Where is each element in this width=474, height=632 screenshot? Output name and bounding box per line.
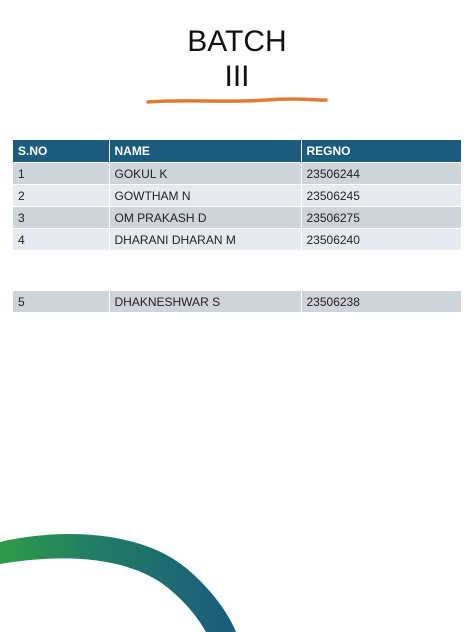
cell-regno: 23506245	[301, 185, 461, 207]
cell-sno: 2	[13, 185, 109, 207]
cell-name: DHARANI DHARAN M	[109, 229, 301, 251]
table-row	[13, 163, 461, 185]
students-table	[13, 140, 461, 251]
table-header-row	[13, 140, 461, 163]
header-name: NAME	[109, 140, 301, 163]
cell-sno: 5	[13, 291, 109, 313]
title-underline-brushstroke	[146, 96, 328, 106]
decorative-arc-graphic	[0, 520, 240, 632]
cell-regno: 23506244	[301, 163, 461, 185]
students-table-continued	[13, 291, 461, 313]
header-sno: S.NO	[13, 140, 109, 163]
cell-regno: 23506240	[301, 229, 461, 251]
header-regno: REGNO	[301, 140, 461, 163]
table-row	[13, 185, 461, 207]
cell-regno: 23506275	[301, 207, 461, 229]
cell-name: GOKUL K	[109, 163, 301, 185]
cell-sno: 3	[13, 207, 109, 229]
table-row	[13, 291, 461, 313]
table-row	[13, 229, 461, 251]
cell-regno: 23506238	[301, 291, 461, 313]
table-row	[13, 207, 461, 229]
cell-sno: 1	[13, 163, 109, 185]
cell-sno: 4	[13, 229, 109, 251]
page-title	[0, 24, 474, 94]
title-line-2: III	[224, 60, 250, 93]
title-line-1: BATCH	[187, 25, 287, 58]
cell-name: DHAKNESHWAR S	[109, 291, 301, 313]
cell-name: GOWTHAM N	[109, 185, 301, 207]
cell-name: OM PRAKASH D	[109, 207, 301, 229]
